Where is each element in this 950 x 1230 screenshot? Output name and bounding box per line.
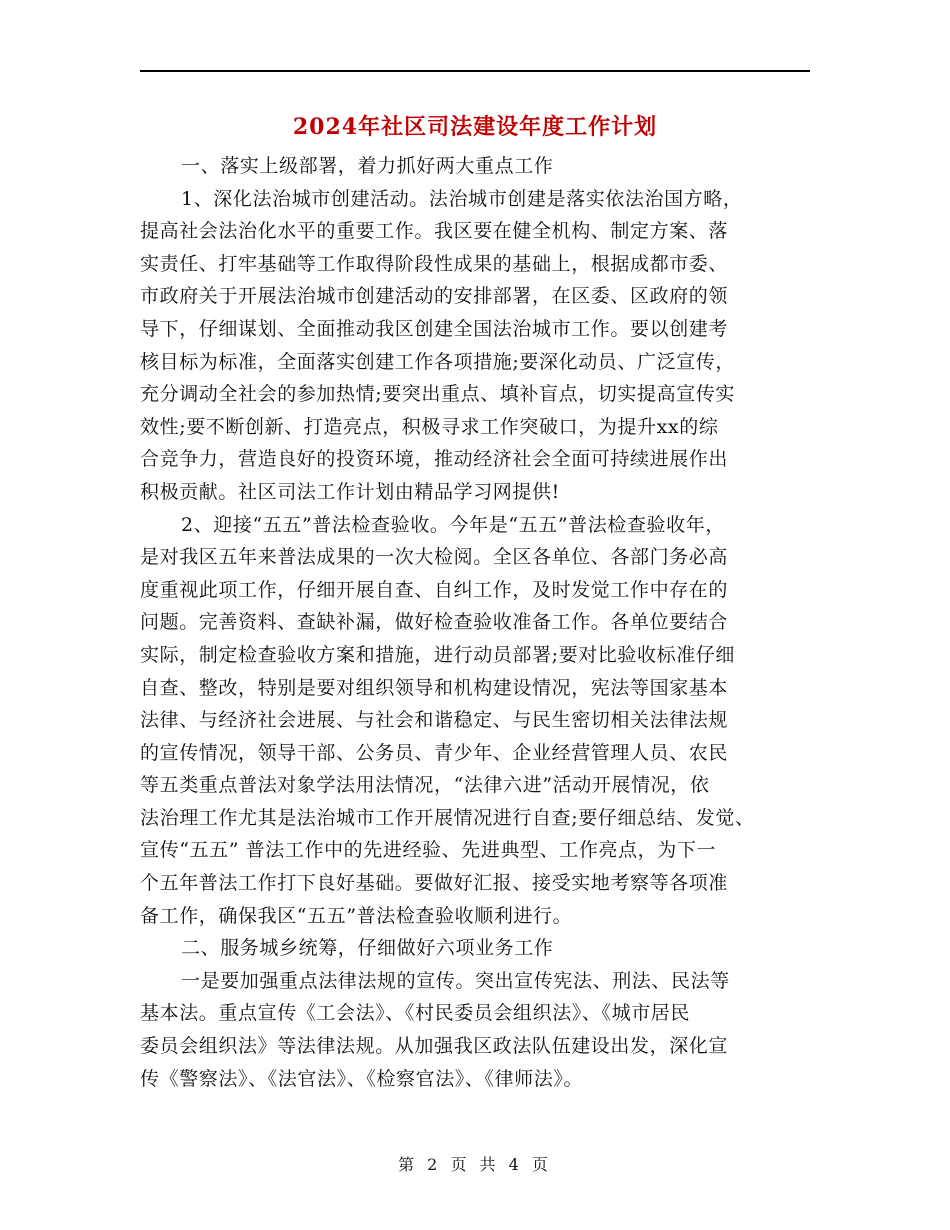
text-line: 自查、整改，特别是要对组织领导和机构建设情况，宪法等国家基本	[140, 676, 729, 699]
text-line: 问题。完善资料、查缺补漏，做好检查验收准备工作。各单位要结合	[140, 611, 729, 634]
text-line: 提高社会法治化水平的重要工作。我区要在健全机构、制定方案、落	[140, 220, 729, 243]
text-line: 1、深化法治城市创建活动。法治城市创建是落实依法治国方略，	[181, 187, 743, 210]
text-line: 合竞争力，营造良好的投资环境，推动经济社会全面可持续进展作出	[140, 448, 729, 471]
text-line: 一、落实上级部署，着力抓好两大重点工作	[181, 155, 554, 177]
text-line: 实责任、打牢基础等工作取得阶段性成果的基础上，根据成都市委、	[140, 252, 729, 275]
text-line: 传《警察法》、《法官法》、《检察官法》、《律师法》。	[140, 1067, 584, 1090]
text-line: 二、服务城乡统筹，仔细做好六项业务工作	[181, 937, 554, 960]
text-line: 备工作，确保我区“五五”普法检查验收顺利进行。	[140, 904, 573, 927]
text-line: 2、迎接“五五”普法检查验收。今年是“五五”普法检查验收年，	[181, 513, 725, 536]
text-line: 宣传“五五” 普法工作中的先进经验、先进典型、工作亮点，为下一	[140, 839, 717, 862]
text-line: 度重视此项工作，仔细开展自查、自纠工作，及时发觉工作中存在的	[140, 578, 729, 601]
document-title: 2024年社区司法建设年度工作计划	[292, 114, 658, 140]
text-line: 法治理工作尤其是法治城市工作开展情况进行自查;要仔细总结、发觉、	[140, 806, 755, 829]
page-number: 第 2 页 共 4 页	[398, 1155, 552, 1174]
text-line: 积极贡献。社区司法工作计划由精品学习网提供!	[140, 480, 560, 503]
document-body	[140, 150, 815, 1095]
text-line: 委员会组织法》等法律法规。从加强我区政法队伍建设出发，深化宣	[140, 1035, 729, 1058]
text-line: 实际，制定检查验收方案和措施，进行动员部署;要对比验收标准仔细	[140, 643, 736, 666]
text-line: 是对我区五年来普法成果的一次大检阅。全区各单位、各部门务必高	[140, 546, 729, 569]
text-line: 法律、与经济社会进展、与社会和谐稳定、与民生密切相关法律法规	[140, 709, 729, 732]
text-line: 的宣传情况，领导干部、公务员、青少年、企业经营管理人员、农民	[140, 741, 729, 764]
text-line: 基本法。重点宣传《工会法》、《村民委员会组织法》、《城市居民	[140, 1002, 691, 1025]
header-rule	[140, 70, 810, 72]
text-line: 市政府关于开展法治城市创建活动的安排部署，在区委、区政府的领	[140, 285, 729, 308]
text-line: 核目标为标准，全面落实创建工作各项措施;要深化动员、广泛宣传，	[140, 350, 736, 373]
text-line: 个五年普法工作打下良好基础。要做好汇报、接受实地考察等各项准	[140, 872, 729, 895]
text-line: 充分调动全社会的参加热情;要突出重点、填补盲点，切实提高宣传实	[140, 383, 736, 406]
text-line: 效性;要不断创新、打造亮点，积极寻求工作突破口，为提升xx的综	[140, 415, 719, 438]
text-line: 一是要加强重点法律法规的宣传。突出宣传宪法、刑法、民法等	[181, 969, 730, 992]
text-line: 导下，仔细谋划、全面推动我区创建全国法治城市工作。要以创建考	[140, 317, 729, 340]
text-line: 等五类重点普法对象学法用法情况，“法律六进”活动开展情况，依	[140, 774, 710, 797]
